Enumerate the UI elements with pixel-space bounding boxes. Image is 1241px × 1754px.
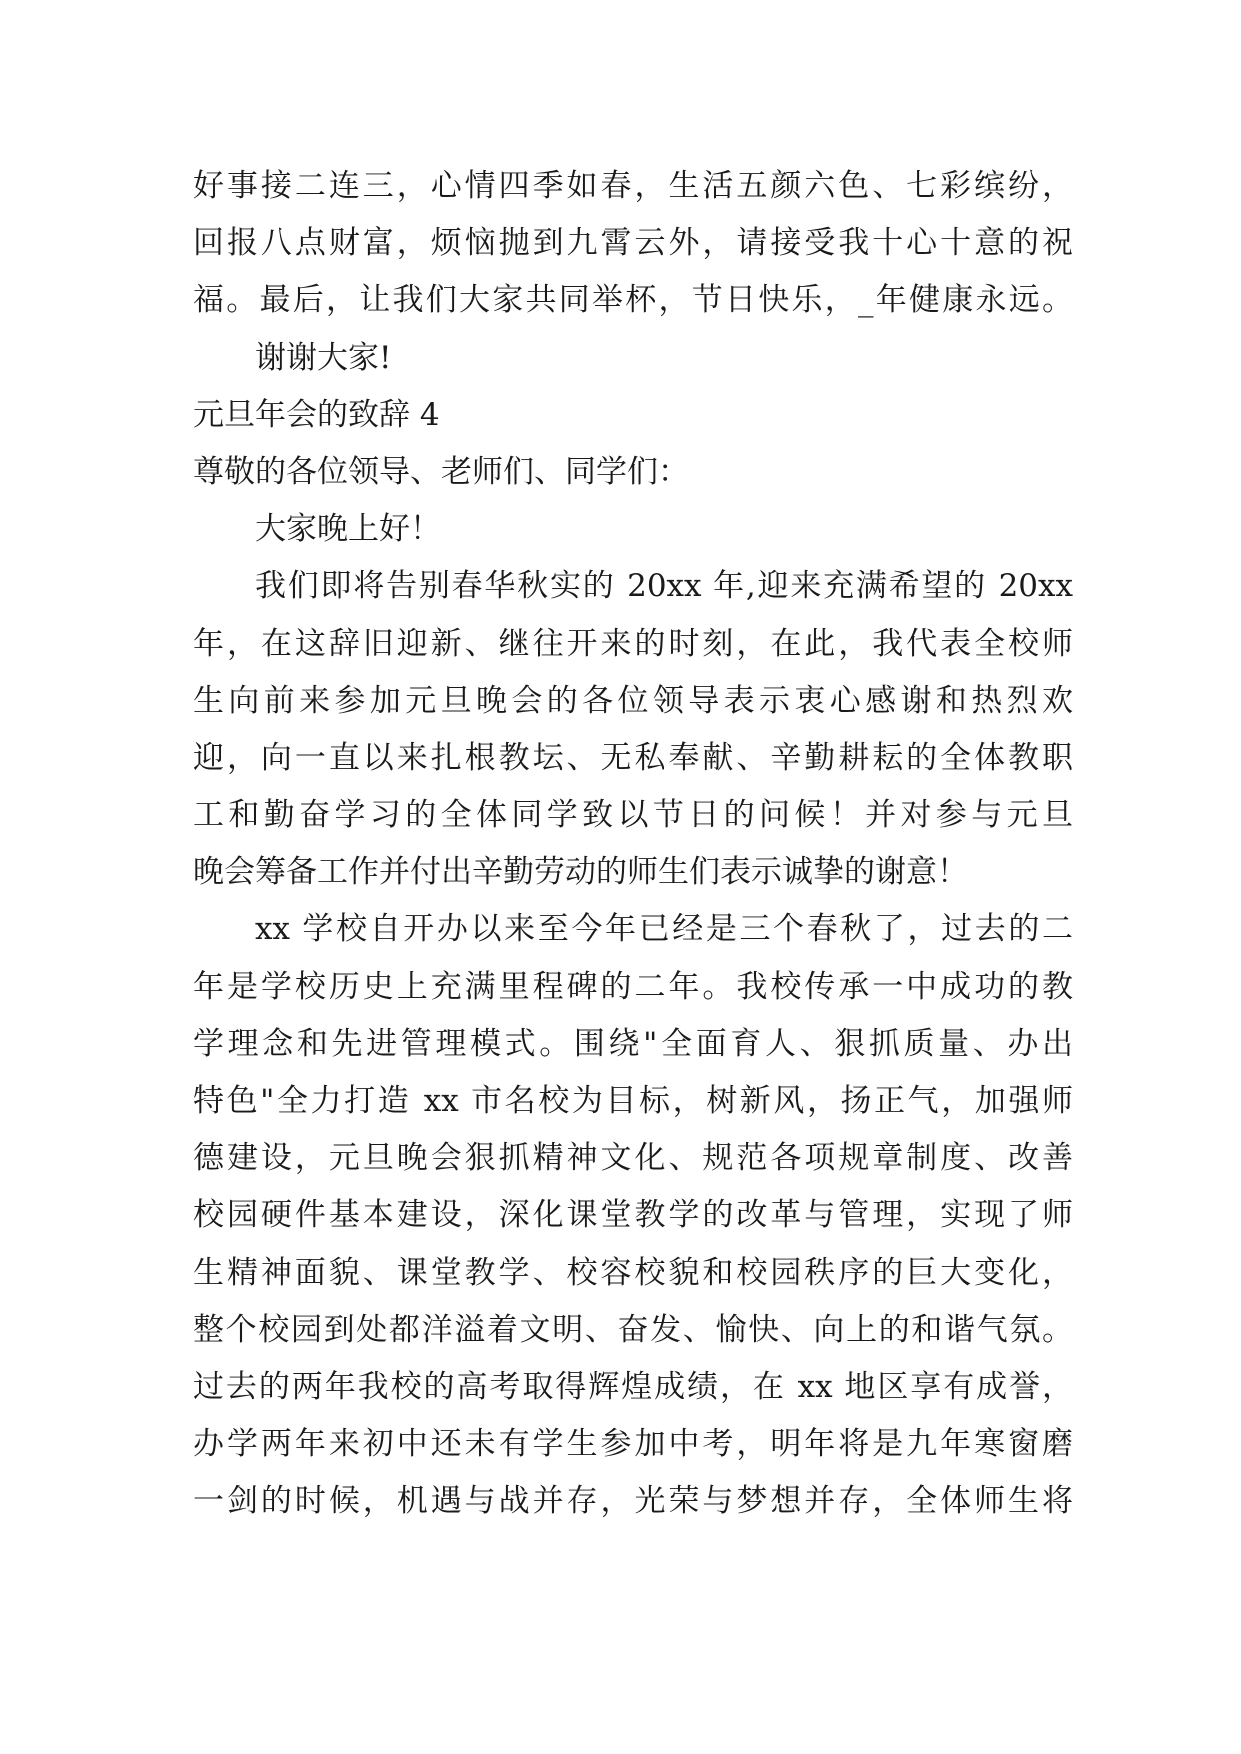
paragraph-end: 晚会筹备工作并付出辛勤劳动的师生们表示诚挚的谢意！ xyxy=(193,854,968,891)
text-line: 学理念和先进管理模式。围绕"全面育人、狠抓质量、办出 xyxy=(193,1025,1073,1062)
text-line: 办学两年来初中还未有学生参加中考，明年将是九年寒窗磨 xyxy=(193,1426,1073,1463)
greeting: 大家晚上好！ xyxy=(255,511,441,548)
text-line: 过去的两年我校的高考取得辉煌成绩，在 xx 地区享有成誉， xyxy=(193,1368,1073,1405)
text-line: 生向前来参加元旦晚会的各位领导表示衷心感谢和热烈欢 xyxy=(193,682,1073,719)
section-heading: 元旦年会的致辞 4 xyxy=(193,396,440,433)
document-body xyxy=(193,158,1073,1531)
text-line: 好事接二连三，心情四季如春，生活五颜六色、七彩缤纷， xyxy=(193,168,1073,204)
paragraph-start: xx 学校自开办以来至今年已经是三个春秋了，过去的二 xyxy=(255,911,1073,948)
text-line: 整个校园到处都洋溢着文明、奋发、愉快、向上的和谐气氛。 xyxy=(193,1311,1073,1348)
text-line: 年是学校历史上充满里程碑的二年。我校传承一中成功的教 xyxy=(193,968,1073,1005)
salutation: 尊敬的各位领导、老师们、同学们： xyxy=(193,453,689,490)
text-line: 年，在这辞旧迎新、继往开来的时刻，在此，我代表全校师 xyxy=(193,625,1073,662)
text-line: 校园硬件基本建设，深化课堂教学的改革与管理，实现了师 xyxy=(193,1197,1073,1234)
text-line: 一剑的时候，机遇与战并存，光荣与梦想并存，全体师生将 xyxy=(193,1483,1073,1520)
paragraph-start: 我们即将告别春华秋实的 20xx 年,迎来充满希望的 20xx xyxy=(255,568,1073,605)
text-line: 工和勤奋学习的全体同学致以节日的问候！并对参与元旦 xyxy=(193,797,1073,834)
text-line: 福。最后，让我们大家共同举杯，节日快乐，_年健康永远。 xyxy=(193,282,1073,319)
text-line: 回报八点财富，烦恼抛到九霄云外，请接受我十心十意的祝 xyxy=(193,225,1073,262)
text-line: 特色"全力打造 xx 市名校为目标，树新风，扬正气，加强师 xyxy=(193,1083,1073,1119)
text-line: 迎，向一直以来扎根教坛、无私奉献、辛勤耕耘的全体教职 xyxy=(193,739,1073,776)
text-line: 生精神面貌、课堂教学、校容校貌和校园秩序的巨大变化， xyxy=(193,1254,1073,1291)
closing-thanks: 谢谢大家! xyxy=(255,339,392,376)
text-line: 德建设，元旦晚会狠抓精神文化、规范各项规章制度、改善 xyxy=(193,1140,1073,1177)
